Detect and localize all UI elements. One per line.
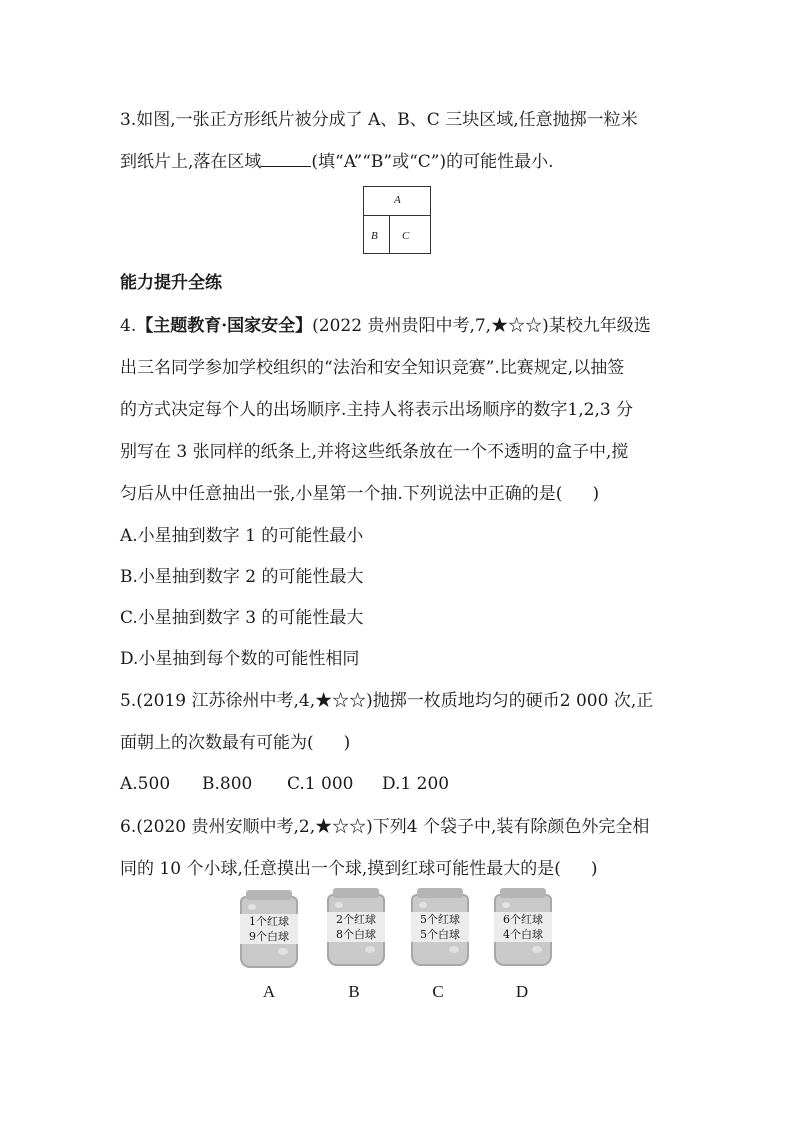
q4-line-5 — [120, 482, 599, 506]
q4-line-3: 的方式决定每个人的出场顺序.主持人将表示出场顺序的数字1,2,3 分 — [120, 400, 634, 420]
q4-option-a: A.小星抽到数字 1 的可能性最小 — [120, 526, 364, 546]
bag-a-image — [240, 896, 298, 968]
bag-b-red-count: 2个红球 — [336, 913, 376, 926]
section-title: 能力提升全练 — [120, 273, 222, 293]
q5-line-2-text: 面朝上的次数最有可能为( — [120, 733, 314, 753]
q4-theme-tag: 【主题教育·国家安全】 — [136, 316, 313, 336]
bag-b-white-count: 8个白球 — [336, 928, 376, 941]
region-b-label: B — [371, 230, 378, 242]
bag-a-label: A — [262, 982, 276, 1001]
q4-line-2: 出三名同学参加学校组织的“法治和安全知识竞赛”.比赛规定,以抽签 — [120, 358, 625, 378]
q5-close-paren: ) — [343, 733, 351, 753]
figure-vertical-divider — [389, 215, 390, 254]
q3-line-2-post: (填“A”“B”或“C”)的可能性最小. — [311, 152, 554, 172]
bag-b-label: B — [348, 982, 360, 1001]
bag-d-text — [494, 912, 552, 942]
bag-d-white-count: 4个白球 — [503, 928, 543, 941]
q5-option-c: C.1 000 — [287, 774, 354, 794]
q5-option-b: B.800 — [202, 774, 253, 794]
bag-d-label: D — [515, 982, 529, 1001]
bag-c-image — [411, 894, 469, 966]
q4-option-b: B.小星抽到数字 2 的可能性最大 — [120, 567, 364, 587]
bag-c-red-count: 5个红球 — [420, 913, 460, 926]
q6-line-1: 6.(2020 贵州安顺中考,2,★☆☆)下列4 个袋子中,装有除颜色外完全相 — [120, 817, 650, 837]
region-c-label: C — [402, 230, 410, 242]
bag-b-image — [327, 894, 385, 966]
bag-c-label: C — [432, 982, 444, 1001]
q4-number: 4. — [120, 316, 137, 336]
bag-neck — [500, 888, 546, 898]
q3-line-2-pre: 到纸片上,落在区域 — [120, 152, 262, 172]
q6-line-2 — [120, 857, 598, 881]
q4-option-d: D.小星抽到每个数的可能性相同 — [120, 649, 360, 669]
q3-answer-blank[interactable] — [261, 150, 311, 167]
bag-c-text — [411, 912, 469, 942]
bag-neck — [246, 890, 292, 900]
q4-option-c: C.小星抽到数字 3 的可能性最大 — [120, 608, 364, 628]
q6-line-2-text: 同的 10 个小球,任意摸出一个球,摸到红球可能性最大的是( — [120, 859, 561, 879]
bag-neck — [417, 888, 463, 898]
q6-close-paren: ) — [590, 859, 598, 879]
square-paper-figure — [363, 186, 431, 254]
bag-d-image — [494, 894, 552, 966]
bag-c-white-count: 5个白球 — [420, 928, 460, 941]
q4-line-5-text: 匀后从中任意抽出一张,小星第一个抽.下列说法中正确的是( — [120, 484, 563, 504]
q4-line-1 — [120, 314, 651, 338]
region-a-label: A — [394, 194, 401, 206]
q3-line-2 — [120, 150, 554, 174]
bag-a-white-count: 9个白球 — [249, 930, 289, 943]
q5-line-1: 5.(2019 江苏徐州中考,4,★☆☆)抛掷一枚质地均匀的硬币2 000 次,正 — [120, 691, 654, 711]
q3-line-1: 3.如图,一张正方形纸片被分成了 A、B、C 三块区域,任意抛掷一粒米 — [120, 110, 638, 130]
bag-neck — [333, 888, 379, 898]
q5-option-d: D.1 200 — [382, 774, 450, 794]
q4-close-paren: ) — [592, 484, 600, 504]
q4-line-4: 别写在 3 张同样的纸条上,并将这些纸条放在一个不透明的盒子中,搅 — [120, 442, 629, 462]
figure-horizontal-divider — [364, 215, 430, 216]
q5-line-2 — [120, 731, 350, 755]
q5-option-a: A.500 — [120, 774, 171, 794]
bag-a-text — [240, 914, 298, 944]
q4-line-1-rest: (2022 贵州贵阳中考,7,★☆☆)某校九年级选 — [312, 316, 651, 336]
bag-b-text — [327, 912, 385, 942]
bag-a-red-count: 1个红球 — [249, 915, 289, 928]
bag-d-red-count: 6个红球 — [503, 913, 543, 926]
